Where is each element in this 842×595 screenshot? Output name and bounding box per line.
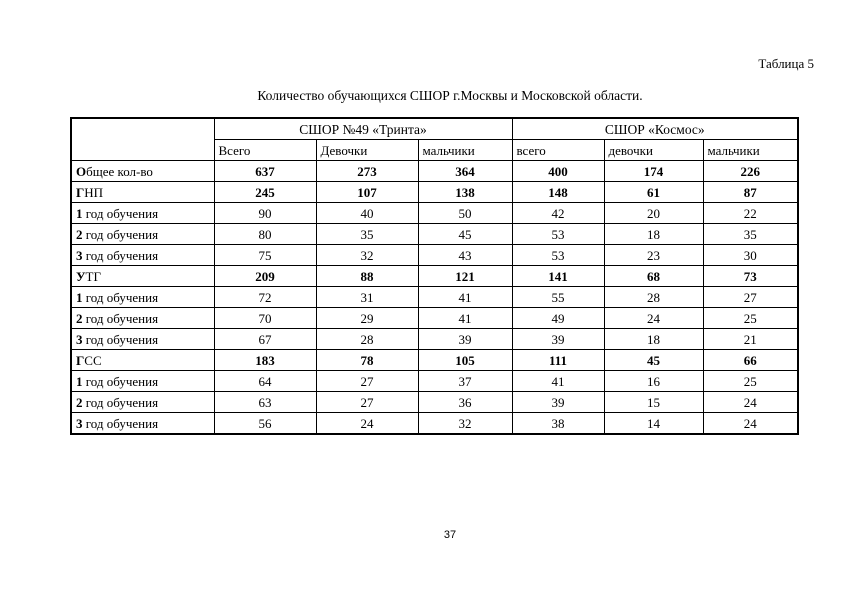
value-cell: 63 [214, 392, 316, 413]
value-cell: 174 [604, 161, 703, 182]
value-cell: 41 [512, 371, 604, 392]
value-cell: 364 [418, 161, 512, 182]
row-label: ГНП [71, 182, 214, 203]
value-cell: 32 [418, 413, 512, 435]
value-cell: 25 [703, 371, 798, 392]
row-label-lead-char: 2 [76, 394, 83, 410]
column-header: Девочки [316, 140, 418, 161]
row-label-lead-char: 3 [76, 415, 83, 431]
corner-cell [71, 118, 214, 161]
table-row [71, 392, 798, 413]
column-header: мальчики [418, 140, 512, 161]
value-cell: 14 [604, 413, 703, 435]
table-caption: Таблица 5 [758, 56, 814, 71]
value-cell: 25 [703, 308, 798, 329]
value-cell: 39 [512, 329, 604, 350]
row-label-lead-char: Г [76, 184, 85, 200]
value-cell: 148 [512, 182, 604, 203]
value-cell: 141 [512, 266, 604, 287]
table-row [71, 329, 798, 350]
value-cell: 43 [418, 245, 512, 266]
value-cell: 27 [316, 371, 418, 392]
value-cell: 45 [418, 224, 512, 245]
value-cell: 42 [512, 203, 604, 224]
value-cell: 31 [316, 287, 418, 308]
value-cell: 27 [316, 392, 418, 413]
value-cell: 27 [703, 287, 798, 308]
page-number: 37 [443, 529, 457, 541]
table-row [71, 287, 798, 308]
row-label: ГСС [71, 350, 214, 371]
value-cell: 273 [316, 161, 418, 182]
value-cell: 24 [316, 413, 418, 435]
value-cell: 226 [703, 161, 798, 182]
table-row [71, 266, 798, 287]
value-cell: 64 [214, 371, 316, 392]
value-cell: 107 [316, 182, 418, 203]
value-cell: 88 [316, 266, 418, 287]
row-label-lead-char: 2 [76, 310, 83, 326]
table-row [71, 350, 798, 371]
row-label-lead-char: 3 [76, 331, 83, 347]
group-header-row [71, 118, 798, 140]
table-row [71, 182, 798, 203]
value-cell: 35 [316, 224, 418, 245]
row-label-lead-char: 1 [76, 289, 83, 305]
row-label: 3 год обучения [71, 329, 214, 350]
value-cell: 23 [604, 245, 703, 266]
table-row [71, 245, 798, 266]
table-row [71, 161, 798, 182]
table-row [71, 413, 798, 435]
value-cell: 53 [512, 224, 604, 245]
value-cell: 90 [214, 203, 316, 224]
row-label-lead-char: 1 [76, 373, 83, 389]
value-cell: 111 [512, 350, 604, 371]
row-label: 2 год обучения [71, 392, 214, 413]
value-cell: 45 [604, 350, 703, 371]
value-cell: 50 [418, 203, 512, 224]
value-cell: 56 [214, 413, 316, 435]
value-cell: 105 [418, 350, 512, 371]
row-label-lead-char: 2 [76, 226, 83, 242]
value-cell: 30 [703, 245, 798, 266]
value-cell: 209 [214, 266, 316, 287]
column-header: всего [512, 140, 604, 161]
row-label-lead-char: У [76, 268, 86, 284]
enrollment-table [70, 117, 799, 435]
value-cell: 55 [512, 287, 604, 308]
row-label: УТГ [71, 266, 214, 287]
row-label-lead-char: 1 [76, 205, 83, 221]
column-header: Всего [214, 140, 316, 161]
value-cell: 70 [214, 308, 316, 329]
group-header-trinta: СШОР №49 «Тринта» [214, 118, 512, 140]
row-label: 3 год обучения [71, 413, 214, 435]
row-label-lead-char: 3 [76, 247, 83, 263]
value-cell: 87 [703, 182, 798, 203]
row-label: 1 год обучения [71, 287, 214, 308]
value-cell: 78 [316, 350, 418, 371]
value-cell: 35 [703, 224, 798, 245]
value-cell: 49 [512, 308, 604, 329]
row-label: 2 год обучения [71, 308, 214, 329]
value-cell: 39 [418, 329, 512, 350]
page-title: Количество обучающихся СШОР г.Москвы и Московской области. [257, 88, 643, 103]
value-cell: 37 [418, 371, 512, 392]
value-cell: 73 [703, 266, 798, 287]
row-label: 2 год обучения [71, 224, 214, 245]
value-cell: 39 [512, 392, 604, 413]
value-cell: 38 [512, 413, 604, 435]
table-row [71, 371, 798, 392]
value-cell: 36 [418, 392, 512, 413]
value-cell: 20 [604, 203, 703, 224]
value-cell: 29 [316, 308, 418, 329]
value-cell: 18 [604, 224, 703, 245]
value-cell: 66 [703, 350, 798, 371]
value-cell: 18 [604, 329, 703, 350]
row-label: 1 год обучения [71, 203, 214, 224]
value-cell: 24 [604, 308, 703, 329]
column-header: мальчики [703, 140, 798, 161]
value-cell: 61 [604, 182, 703, 203]
row-label-lead-char: О [76, 163, 87, 179]
value-cell: 400 [512, 161, 604, 182]
row-label: 3 год обучения [71, 245, 214, 266]
table-row [71, 224, 798, 245]
value-cell: 28 [604, 287, 703, 308]
value-cell: 24 [703, 392, 798, 413]
value-cell: 40 [316, 203, 418, 224]
value-cell: 41 [418, 308, 512, 329]
table-row [71, 308, 798, 329]
value-cell: 68 [604, 266, 703, 287]
column-header: девочки [604, 140, 703, 161]
value-cell: 16 [604, 371, 703, 392]
value-cell: 21 [703, 329, 798, 350]
table-row [71, 203, 798, 224]
row-label: Общее кол-во [71, 161, 214, 182]
value-cell: 637 [214, 161, 316, 182]
value-cell: 183 [214, 350, 316, 371]
value-cell: 75 [214, 245, 316, 266]
value-cell: 22 [703, 203, 798, 224]
value-cell: 245 [214, 182, 316, 203]
value-cell: 67 [214, 329, 316, 350]
value-cell: 53 [512, 245, 604, 266]
row-label-lead-char: Г [76, 352, 85, 368]
value-cell: 138 [418, 182, 512, 203]
value-cell: 41 [418, 287, 512, 308]
value-cell: 24 [703, 413, 798, 435]
value-cell: 121 [418, 266, 512, 287]
row-label: 1 год обучения [71, 371, 214, 392]
value-cell: 72 [214, 287, 316, 308]
value-cell: 80 [214, 224, 316, 245]
value-cell: 15 [604, 392, 703, 413]
value-cell: 28 [316, 329, 418, 350]
value-cell: 32 [316, 245, 418, 266]
group-header-kosmos: СШОР «Космос» [512, 118, 798, 140]
